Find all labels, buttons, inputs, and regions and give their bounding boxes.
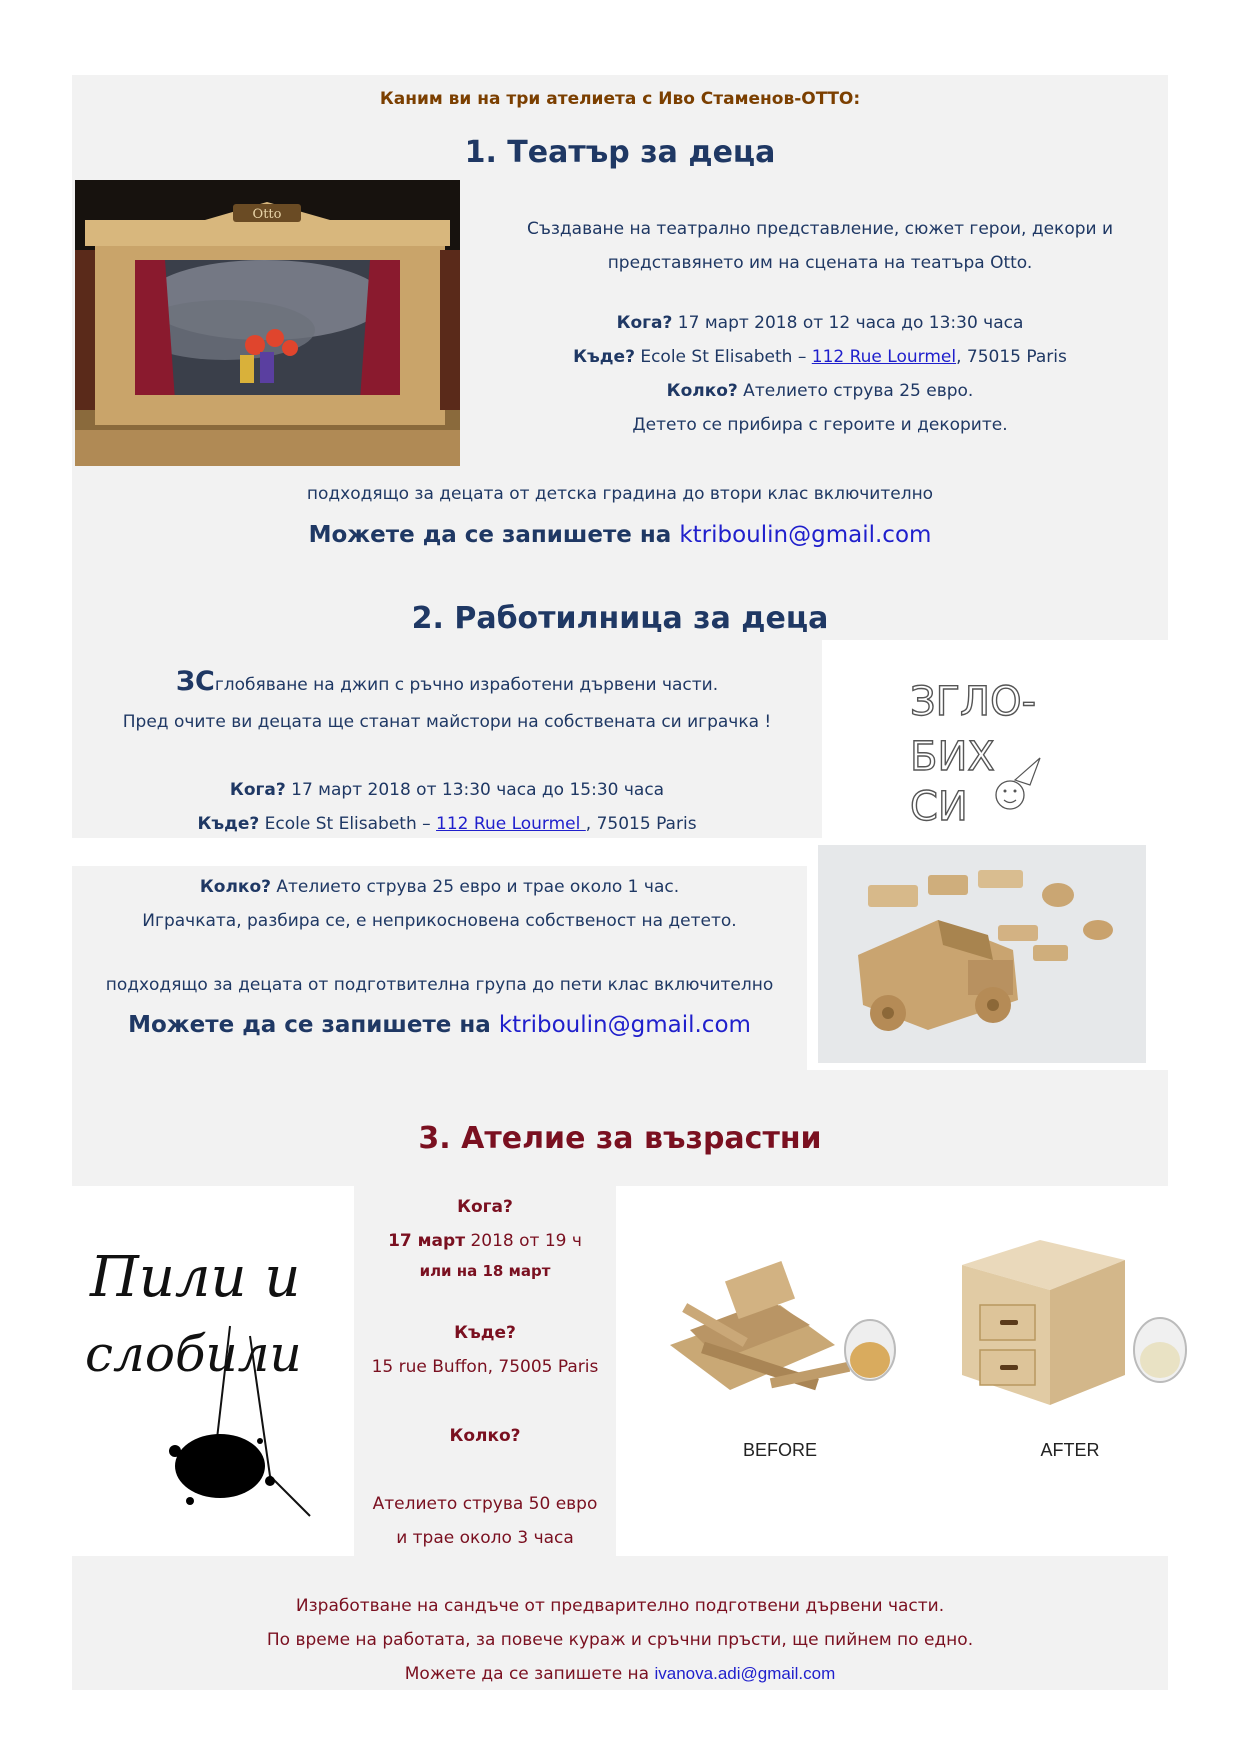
s3-date2: или на 18 март xyxy=(419,1262,551,1280)
handwritten-sketch xyxy=(880,670,1110,830)
s3-signup-label: Можете да се запишете на xyxy=(404,1664,655,1684)
s3-foot2: По време на работата, за повече кураж и сръчни пръсти, ще пийнем по едно. xyxy=(266,1630,974,1650)
s3-where-value: 15 rue Buffon, 75005 Paris xyxy=(371,1357,599,1377)
s3-cost-label: Колко? xyxy=(449,1426,521,1446)
s3-signup-email[interactable]: ivanova.adi@gmail.com xyxy=(654,1664,836,1683)
s1-cost xyxy=(490,381,1150,401)
s2-title: 2. Работилница за деца xyxy=(411,601,829,636)
s2-signup-email[interactable]: ktriboulin@gmail.com xyxy=(498,1012,751,1038)
s1-cost-label: Колко? xyxy=(666,381,738,401)
s3-duration: и трае около 3 часа xyxy=(396,1528,574,1548)
s2-where-tail: , 75015 Paris xyxy=(585,814,697,834)
s2-desc1-rest: глобяване на джип с ръчно изработени дървени части. xyxy=(214,675,719,695)
s2-drop-cap: ЗС xyxy=(175,666,215,697)
s1-when-label: Кога? xyxy=(616,313,673,333)
s3-where-label: Къде? xyxy=(454,1323,516,1343)
s1-desc2: представянето им на сцената на театъра Otto. xyxy=(607,253,1033,273)
invite-line: Каним ви на три ателиета с Иво Стаменов-ОТТО: xyxy=(379,89,861,109)
s2-cost-value: Ателието струва 25 евро и трае около 1 час. xyxy=(270,877,680,897)
s1-when-value: 17 март 2018 от 12 часа до 13:30 часа xyxy=(672,313,1024,333)
s1-signup-label: Можете да се запишете на xyxy=(308,522,680,548)
s2-cost-label: Колко? xyxy=(199,877,271,897)
s2-address-link[interactable]: 112 Rue Lourmel xyxy=(436,814,586,834)
s1-takes: Детето се прибира с героите и декорите. xyxy=(632,415,1008,435)
s3-date1-bold: 17 март xyxy=(388,1231,466,1251)
s3-title: 3. Ателие за възрастни xyxy=(418,1121,822,1156)
s2-where-label: Къде? xyxy=(197,814,260,834)
s1-when xyxy=(490,313,1150,333)
s1-desc1: Създаване на театрално представление, сюжет герои, декори и xyxy=(526,219,1114,239)
s3-foot1: Изработване на сандъче от предварително подготвени дървени части. xyxy=(295,1596,945,1616)
s3-when-label: Кога? xyxy=(457,1197,513,1217)
theatre-photo xyxy=(75,180,460,466)
svg-text:Otto: Otto xyxy=(252,207,282,222)
s2-when xyxy=(72,780,822,800)
before-photo xyxy=(660,1250,910,1420)
svg-text:БИХ: БИХ xyxy=(910,734,995,780)
after-photo xyxy=(950,1235,1195,1415)
s1-where-tail: , 75015 Paris xyxy=(956,347,1067,367)
s1-title: 1. Театър за деца xyxy=(464,135,776,170)
s1-where xyxy=(490,347,1150,367)
s3-signup xyxy=(72,1664,1168,1684)
svg-text:Пили и: Пили и xyxy=(90,1245,301,1310)
s1-address-link[interactable]: 112 Rue Lourmel xyxy=(811,347,957,367)
s2-where-value: Ecole St Elisabeth – xyxy=(259,814,437,834)
s1-suitable: подходящо за децата от детска градина до втори клас включително xyxy=(306,484,934,504)
svg-text:СИ: СИ xyxy=(910,784,968,830)
s3-date1 xyxy=(354,1231,616,1251)
s2-suitable: подходящо за децата от подготвителна група до пети клас включително xyxy=(105,975,774,995)
s2-when-value: 17 март 2018 от 13:30 часа до 15:30 часа xyxy=(285,780,665,800)
wooden-jeep-photo xyxy=(818,845,1146,1063)
svg-text:слобили: слобили xyxy=(85,1325,302,1383)
s2-toy: Играчката, разбира се, е неприкосновена собственост на детето. xyxy=(142,911,737,931)
s1-where-label: Къде? xyxy=(573,347,635,367)
s2-when-label: Кога? xyxy=(229,780,286,800)
s2-signup-label: Можете да се запишете на xyxy=(128,1012,499,1038)
s1-where-value: Ecole St Elisabeth – xyxy=(634,347,812,367)
svg-text:ЗГЛО-: ЗГЛО- xyxy=(910,679,1037,725)
after-label: AFTER xyxy=(1040,1440,1100,1460)
s3-cost-value: Ателието струва 50 евро xyxy=(372,1494,598,1514)
s2-desc2: Пред очите ви децата ще станат майстори на собствената си играчка ! xyxy=(122,712,772,732)
s3-date1-rest: 2018 от 19 ч xyxy=(465,1231,582,1251)
s2-cost xyxy=(72,877,807,897)
s2-signup xyxy=(72,1012,807,1038)
s1-signup xyxy=(72,522,1168,548)
s2-where xyxy=(72,814,822,834)
handwritten-script-drawing xyxy=(80,1226,340,1526)
before-label: BEFORE xyxy=(742,1440,817,1460)
s1-signup-email[interactable]: ktriboulin@gmail.com xyxy=(679,522,932,548)
s2-desc1 xyxy=(72,666,822,697)
s1-cost-value: Ателието струва 25 евро. xyxy=(737,381,974,401)
